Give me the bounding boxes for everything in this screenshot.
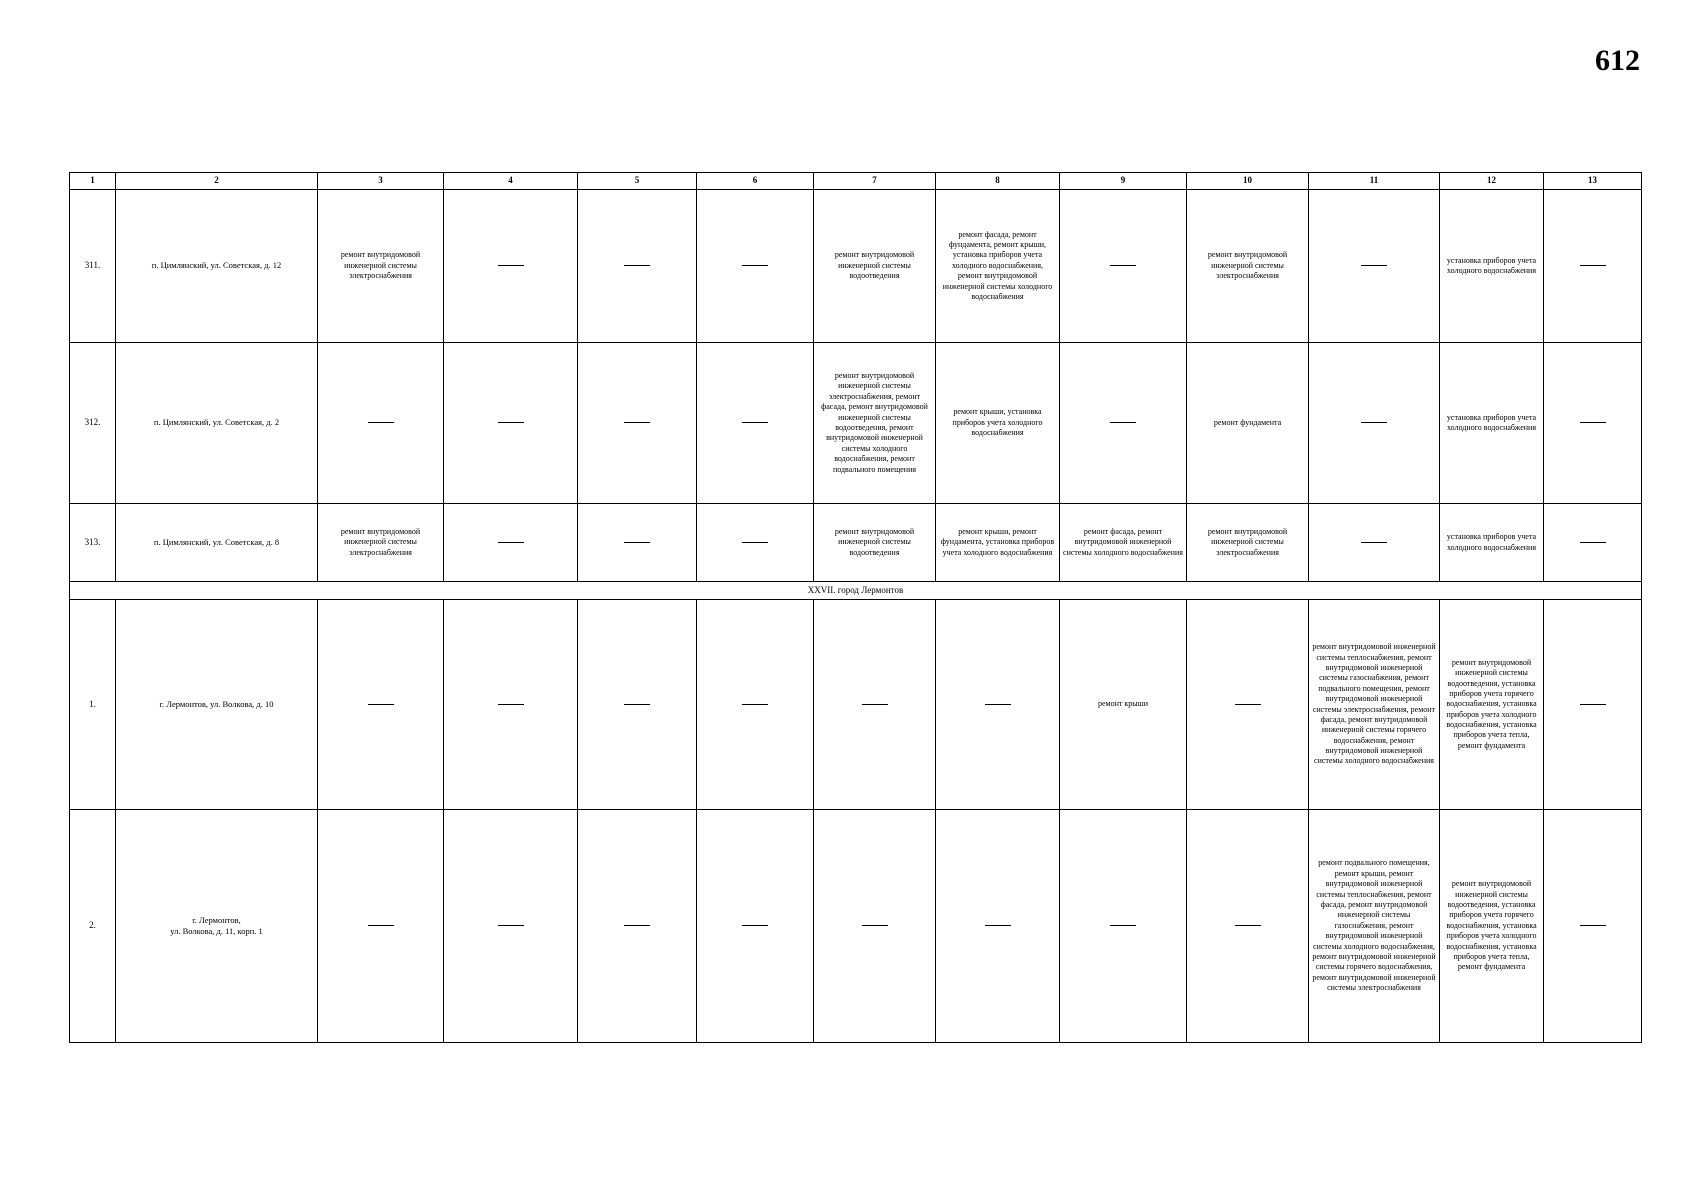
empty-dash-cell <box>1309 190 1440 343</box>
cell-col-12: установка приборов учета холодного водоснабжения <box>1440 190 1544 343</box>
repair-schedule-table <box>69 172 1642 1043</box>
empty-dash-cell <box>578 504 697 582</box>
empty-dash-cell <box>814 600 936 810</box>
column-header-3: 3 <box>318 173 444 190</box>
empty-dash-cell <box>444 600 578 810</box>
row-address: п. Цимлянский, ул. Советская, д. 12 <box>116 190 318 343</box>
empty-dash-cell <box>318 600 444 810</box>
empty-dash-cell <box>1187 810 1309 1043</box>
empty-dash-cell <box>1060 343 1187 504</box>
column-header-6: 6 <box>697 173 814 190</box>
table-row <box>70 504 1642 582</box>
column-header-2: 2 <box>116 173 318 190</box>
column-header-8: 8 <box>936 173 1060 190</box>
cell-col-8: ремонт крыши, ремонт фундамента, установка приборов учета холодного водоснабжения <box>936 504 1060 582</box>
cell-col-3: ремонт внутридомовой инженерной системы электроснабжения <box>318 504 444 582</box>
empty-dash-cell <box>1544 810 1642 1043</box>
table-row <box>70 600 1642 810</box>
section-row <box>70 582 1642 600</box>
empty-dash-cell <box>1544 600 1642 810</box>
cell-col-11: ремонт внутридомовой инженерной системы теплоснабжения, ремонт внутридомовой инженерной системы газоснабжения, ремонт подвального помещения, ремонт внутридомовой инженерной системы электроснабжения, ремонт фасада, ремонт внутридомовой инженерной системы горячего водоснабжения, ремонт внутридомовой инженерной системы холодного водоснабжения <box>1309 600 1440 810</box>
row-number: 2. <box>70 810 116 1043</box>
section-title: XXVII. город Лермонтов <box>70 582 1642 600</box>
column-header-11: 11 <box>1309 173 1440 190</box>
empty-dash-cell <box>697 343 814 504</box>
cell-col-12: установка приборов учета холодного водоснабжения <box>1440 343 1544 504</box>
empty-dash-cell <box>936 810 1060 1043</box>
empty-dash-cell <box>1544 504 1642 582</box>
empty-dash-cell <box>444 343 578 504</box>
table-row <box>70 343 1642 504</box>
cell-col-9: ремонт крыши <box>1060 600 1187 810</box>
row-number: 1. <box>70 600 116 810</box>
column-header-9: 9 <box>1060 173 1187 190</box>
cell-col-7: ремонт внутридомовой инженерной системы водоотведения <box>814 190 936 343</box>
table-row <box>70 810 1642 1043</box>
row-number: 313. <box>70 504 116 582</box>
cell-col-7: ремонт внутридомовой инженерной системы электроснабжения, ремонт фасада, ремонт внутридомовой инженерной системы водоотведения, ремонт внутридомовой инженерной системы холодного водоснабжения, ремонт подвального помещения <box>814 343 936 504</box>
column-header-1: 1 <box>70 173 116 190</box>
row-number: 311. <box>70 190 116 343</box>
empty-dash-cell <box>697 504 814 582</box>
empty-dash-cell <box>697 190 814 343</box>
empty-dash-cell <box>578 190 697 343</box>
empty-dash-cell <box>444 810 578 1043</box>
row-address <box>116 810 318 1043</box>
row-address: г. Лермонтов, ул. Волкова, д. 10 <box>116 600 318 810</box>
empty-dash-cell <box>1309 504 1440 582</box>
row-number: 312. <box>70 343 116 504</box>
row-address-line-1: г. Лермонтов, <box>192 914 241 925</box>
cell-col-12: ремонт внутридомовой инженерной системы водоотведения, установка приборов учета горячего водоснабжения, установка приборов учета холодного водоснабжения, установка приборов учета тепла, ремонт фундамента <box>1440 600 1544 810</box>
column-header-4: 4 <box>444 173 578 190</box>
cell-col-7: ремонт внутридомовой инженерной системы водоотведения <box>814 504 936 582</box>
row-address: п. Цимлянский, ул. Советская, д. 2 <box>116 343 318 504</box>
empty-dash-cell <box>936 600 1060 810</box>
cell-col-10: ремонт фундамента <box>1187 343 1309 504</box>
empty-dash-cell <box>1544 343 1642 504</box>
empty-dash-cell <box>318 810 444 1043</box>
cell-col-8: ремонт крыши, установка приборов учета холодного водоснабжения <box>936 343 1060 504</box>
cell-col-12: установка приборов учета холодного водоснабжения <box>1440 504 1544 582</box>
empty-dash-cell <box>697 810 814 1043</box>
row-address-line-2: ул. Волкова, д. 11, корп. 1 <box>170 926 263 936</box>
table-row <box>70 190 1642 343</box>
column-header-13: 13 <box>1544 173 1642 190</box>
page-number: 612 <box>1595 44 1640 77</box>
empty-dash-cell <box>1187 600 1309 810</box>
cell-col-3: ремонт внутридомовой инженерной системы электроснабжения <box>318 190 444 343</box>
column-header-7: 7 <box>814 173 936 190</box>
column-number-row <box>70 173 1642 190</box>
cell-col-9: ремонт фасада, ремонт внутридомовой инженерной системы холодного водоснабжения <box>1060 504 1187 582</box>
column-header-10: 10 <box>1187 173 1309 190</box>
column-header-5: 5 <box>578 173 697 190</box>
empty-dash-cell <box>697 600 814 810</box>
empty-dash-cell <box>1544 190 1642 343</box>
empty-dash-cell <box>578 343 697 504</box>
cell-col-10: ремонт внутридомовой инженерной системы электроснабжения <box>1187 190 1309 343</box>
empty-dash-cell <box>578 810 697 1043</box>
empty-dash-cell <box>1309 343 1440 504</box>
empty-dash-cell <box>1060 810 1187 1043</box>
cell-col-8: ремонт фасада, ремонт фундамента, ремонт крыши, установка приборов учета холодного водоснабжения, ремонт внутридомовой инженерной системы холодного водоснабжения <box>936 190 1060 343</box>
empty-dash-cell <box>1060 190 1187 343</box>
row-address: п. Цимлянский, ул. Советская, д. 8 <box>116 504 318 582</box>
cell-col-11: ремонт подвального помещения, ремонт крыши, ремонт внутридомовой инженерной системы теплоснабжения, ремонт фасада, ремонт внутридомовой инженерной системы газоснабжения, ремонт внутридомовой инженерной системы холодного водоснабжения, ремонт внутридомовой инженерной системы горячего водоснабжения, ремонт внутридомовой инженерной системы электроснабжения <box>1309 810 1440 1043</box>
cell-col-10: ремонт внутридомовой инженерной системы электроснабжения <box>1187 504 1309 582</box>
column-header-12: 12 <box>1440 173 1544 190</box>
cell-col-12: ремонт внутридомовой инженерной системы водоотведения, установка приборов учета горячего водоснабжения, установка приборов учета холодного водоснабжения, установка приборов учета тепла, ремонт фундамента <box>1440 810 1544 1043</box>
empty-dash-cell <box>318 343 444 504</box>
empty-dash-cell <box>444 504 578 582</box>
empty-dash-cell <box>814 810 936 1043</box>
empty-dash-cell <box>444 190 578 343</box>
empty-dash-cell <box>578 600 697 810</box>
